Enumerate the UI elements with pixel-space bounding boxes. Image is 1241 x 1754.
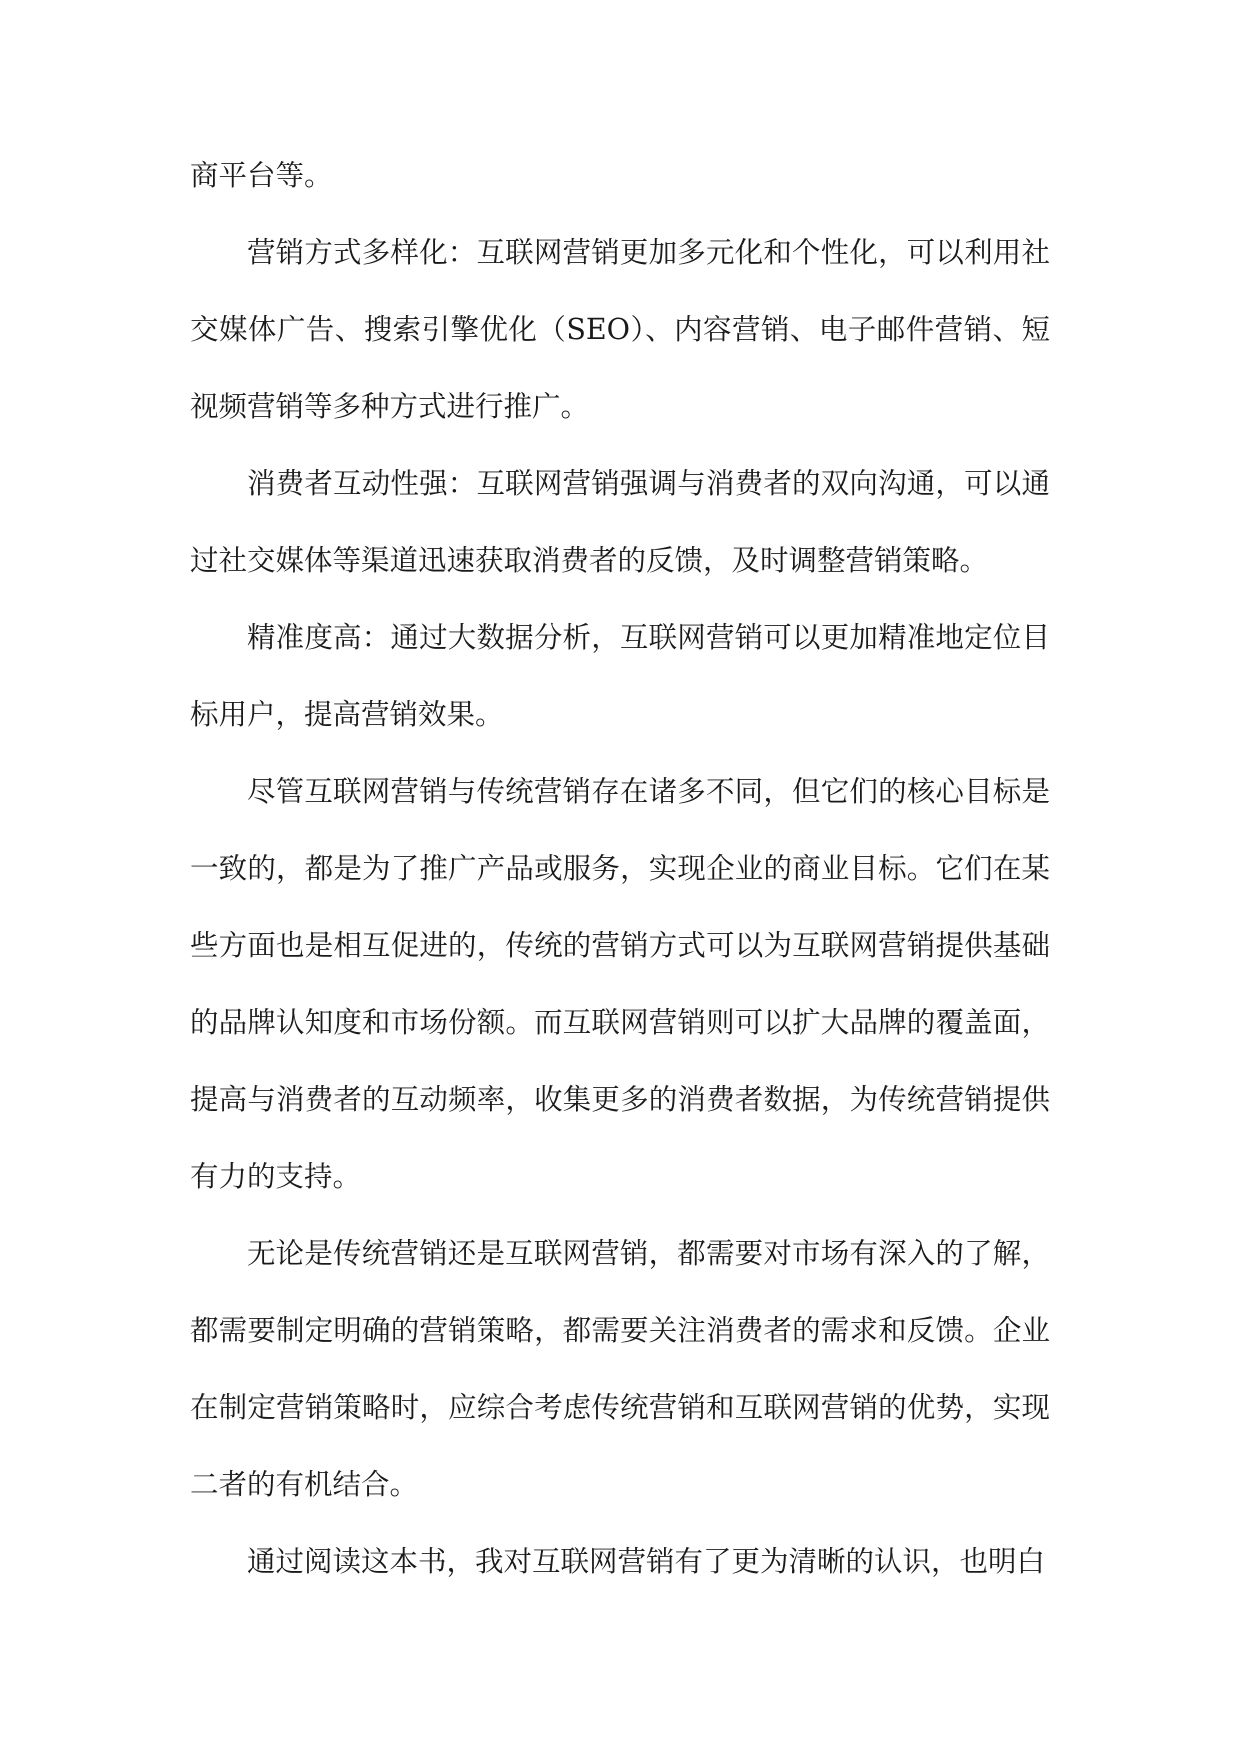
paragraph: 营销方式多样化：互联网营销更加多元化和个性化，可以利用社交媒体广告、搜索引擎优化（SEO）、内容营销、电子邮件营销、短视频营销等多种方式进行推广。 xyxy=(190,236,1050,423)
body-text xyxy=(190,137,1050,1600)
paragraph: 通过阅读这本书，我对互联网营销有了更为清晰的认识，也明白 xyxy=(247,1545,1046,1578)
paragraph: 消费者互动性强：互联网营销强调与消费者的双向沟通，可以通过社交媒体等渠道迅速获取消费者的反馈，及时调整营销策略。 xyxy=(190,467,1050,577)
paragraph: 商平台等。 xyxy=(190,159,333,192)
paragraph: 精准度高：通过大数据分析，互联网营销可以更加精准地定位目标用户，提高营销效果。 xyxy=(190,621,1050,731)
paragraph: 无论是传统营销还是互联网营销，都需要对市场有深入的了解，都需要制定明确的营销策略，都需要关注消费者的需求和反馈。企业在制定营销策略时，应综合考虑传统营销和互联网营销的优势，实现二者的有机结合。 xyxy=(190,1237,1050,1501)
paragraph: 尽管互联网营销与传统营销存在诸多不同，但它们的核心目标是一致的，都是为了推广产品或服务，实现企业的商业目标。它们在某些方面也是相互促进的，传统的营销方式可以为互联网营销提供基础的品牌认知度和市场份额。而互联网营销则可以扩大品牌的覆盖面，提高与消费者的互动频率，收集更多的消费者数据，为传统营销提供有力的支持。 xyxy=(190,775,1050,1193)
